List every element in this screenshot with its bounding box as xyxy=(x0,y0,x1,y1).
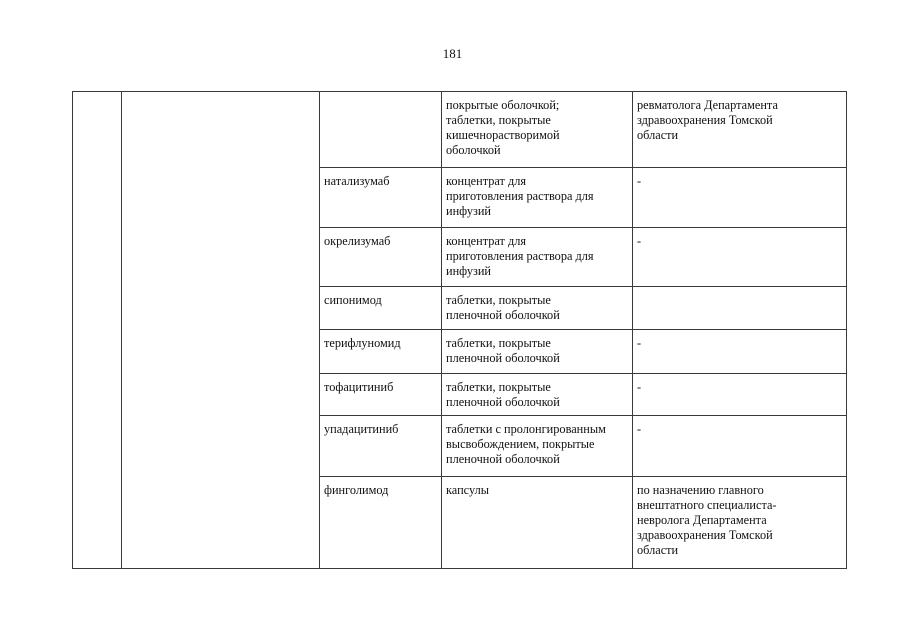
dosage-form-cell: концентрат для приготовления раствора для инфузий xyxy=(442,228,633,287)
drug-name-cell: тофацитиниб xyxy=(320,374,442,416)
dosage-form-cell: концентрат для приготовления раствора для инфузий xyxy=(442,168,633,228)
drug-name-cell: окрелизумаб xyxy=(320,228,442,287)
dosage-form-cell: покрытые оболочкой; таблетки, покрытые кишечнорастворимой оболочкой xyxy=(442,92,633,168)
note-cell: ревматолога Департамента здравоохранения Томской области xyxy=(633,92,847,168)
drug-name-cell xyxy=(320,92,442,168)
drug-name-cell: терифлуномид xyxy=(320,330,442,374)
note-cell: - xyxy=(633,228,847,287)
number-column-cell xyxy=(73,92,122,569)
dosage-form-cell: таблетки с пролонгированным высвобождением, покрытые пленочной оболочкой xyxy=(442,416,633,477)
drug-table xyxy=(72,91,847,569)
group-column-cell xyxy=(122,92,320,569)
note-cell: - xyxy=(633,416,847,477)
page-number: 181 xyxy=(442,46,463,61)
note-cell: - xyxy=(633,330,847,374)
dosage-form-cell: капсулы xyxy=(442,477,633,569)
note-cell: - xyxy=(633,168,847,228)
note-cell: - xyxy=(633,374,847,416)
drug-name-cell: натализумаб xyxy=(320,168,442,228)
note-cell: по назначению главного внештатного специалиста- невролога Департамента здравоохранения Томской области xyxy=(633,477,847,569)
drug-name-cell: финголимод xyxy=(320,477,442,569)
table-row xyxy=(73,92,847,168)
drug-name-cell: упадацитиниб xyxy=(320,416,442,477)
dosage-form-cell: таблетки, покрытые пленочной оболочкой xyxy=(442,287,633,330)
dosage-form-cell: таблетки, покрытые пленочной оболочкой xyxy=(442,374,633,416)
drug-name-cell: сипонимод xyxy=(320,287,442,330)
note-cell xyxy=(633,287,847,330)
dosage-form-cell: таблетки, покрытые пленочной оболочкой xyxy=(442,330,633,374)
